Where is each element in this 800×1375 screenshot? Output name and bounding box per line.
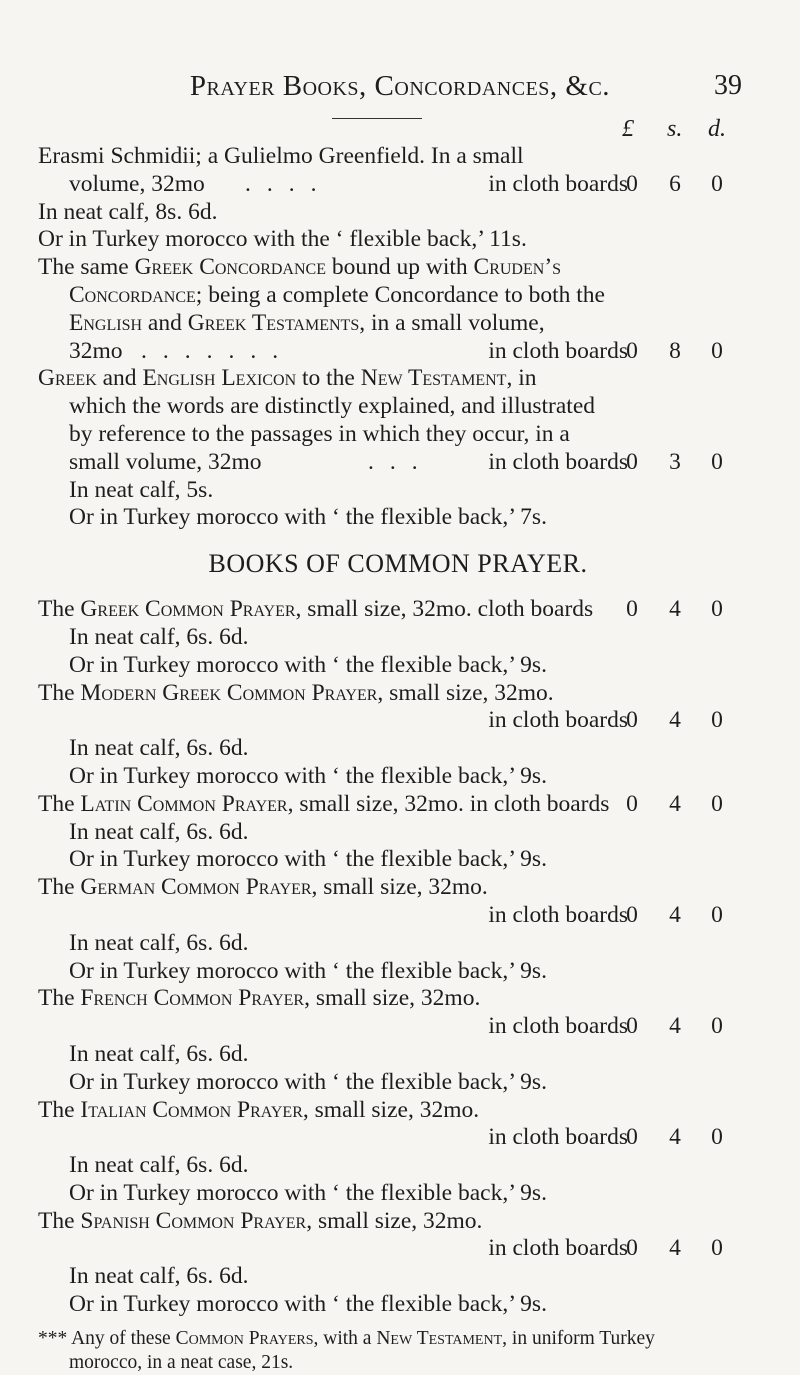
catalogue-body: [38, 143, 758, 1375]
entry-line: which the words are distinctly explained, and illustrated: [69, 393, 595, 420]
entry-line: Erasmi Schmidii; a Gulielmo Greenfield. In a small: [38, 143, 524, 169]
prayer-book-title: Italian Common Prayer: [80, 1096, 303, 1123]
prayer-book-entry: [38, 596, 758, 679]
prayer-book-title: Spanish Common Prayer: [80, 1207, 307, 1234]
entry-line: In neat calf, 6s. 6d.: [69, 1263, 249, 1290]
entry-line: In neat calf, 6s. 6d.: [69, 735, 249, 762]
entry-line: In neat calf, 6s. 6d.: [69, 1040, 249, 1067]
prayer-book-list: [38, 596, 758, 1319]
prayer-book-title: Greek Common Prayer: [80, 596, 296, 623]
prayer-book-entry: [38, 791, 758, 874]
prayer-book-entry: [38, 985, 758, 1096]
prayer-book-title: Modern Greek Common Prayer: [80, 679, 378, 706]
entry-line: In neat calf, 6s. 6d.: [69, 929, 249, 956]
entry-line: The German Common Prayer, small size, 32mo.: [38, 874, 488, 901]
prayer-book-entry: [38, 1097, 758, 1208]
entry-line: Concordance; being a complete Concordance to both the: [69, 281, 605, 308]
entry-line: The Greek Common Prayer, small size, 32mo. cloth boards 0 4 0: [38, 596, 723, 623]
header-rule: [332, 118, 422, 119]
entry-line: The Modern Greek Common Prayer, small size, 32mo.: [38, 679, 554, 706]
entry-line: In neat calf, 8s. 6d.: [38, 198, 218, 225]
entry-line: in cloth boards 0 4 0: [488, 1013, 723, 1040]
entry-line: in cloth boards 0 4 0: [488, 1235, 723, 1262]
entry-line: Or in Turkey morocco with ‘ the flexible back,’ 9s.: [69, 957, 547, 984]
entry-line: Or in Turkey morocco with ‘ the flexible back,’ 9s.: [69, 1179, 547, 1206]
entry-greek-concordance: [38, 143, 758, 254]
entry-line: Or in Turkey morocco with ‘ the flexible back,’ 9s.: [69, 846, 547, 873]
entry-line: Or in Turkey morocco with ‘ the flexible back,’ 9s.: [69, 1068, 547, 1095]
prayer-book-entry: [38, 680, 758, 791]
prayer-book-title: German Common Prayer: [80, 874, 312, 901]
entry-line: small volume, 32mo ... in cloth boards 0 3 0: [69, 448, 723, 475]
entry-line: by reference to the passages in which they occur, in a: [69, 420, 570, 447]
section-title: BOOKS OF COMMON PRAYER.: [208, 549, 588, 579]
prayer-book-entry: [38, 874, 758, 985]
entry-line: In neat calf, 5s.: [69, 476, 214, 503]
entry-line: Or in Turkey morocco with ‘ the flexible back,’ 9s.: [69, 651, 547, 678]
entry-line: The Latin Common Prayer, small size, 32mo. in cloth boards 0 4 0: [38, 790, 723, 817]
asterism-icon: *⁢*⁢*: [38, 1327, 68, 1349]
shillings-heading: s.: [667, 116, 683, 142]
entry-line: Or in Turkey morocco with ‘ the flexible back,’ 9s.: [69, 1291, 547, 1318]
pounds-heading: £: [622, 116, 634, 142]
footnote: *⁢*⁢* Any of these Common Prayers, with a New Testament, in uniform Turkey morocco, in a neat case, 21s.: [38, 1327, 655, 1373]
pence-heading: d.: [708, 116, 726, 142]
entry-line: The Spanish Common Prayer, small size, 32mo.: [38, 1207, 483, 1234]
entry-greek-cruden-concordance: [38, 254, 758, 365]
page-number: 39: [714, 70, 742, 101]
prayer-book-title: French Common Prayer: [80, 985, 305, 1012]
entry-greek-english-lexicon: [38, 365, 758, 532]
entry-line: In neat calf, 6s. 6d.: [69, 623, 249, 650]
entry-line: In neat calf, 6s. 6d.: [69, 1152, 249, 1179]
entry-line: In neat calf, 6s. 6d.: [69, 818, 249, 845]
prayer-book-title: Latin Common Prayer: [80, 790, 288, 817]
entry-line: Or in Turkey morocco with ‘ the flexible back,’ 9s.: [69, 762, 547, 789]
entry-line: volume, 32mo .... in cloth boards 0 6 0: [69, 170, 723, 197]
entry-line: The French Common Prayer, small size, 32mo.: [38, 985, 481, 1012]
entry-line: in cloth boards 0 4 0: [488, 901, 723, 928]
entry-line: 32mo ....... in cloth boards 0 8 0: [69, 337, 723, 364]
entry-line: English and Greek Testaments, in a small volume,: [69, 309, 545, 336]
entry-line: The Italian Common Prayer, small size, 32mo.: [38, 1096, 480, 1123]
entry-line: in cloth boards 0 4 0: [488, 1124, 723, 1151]
entry-line: in cloth boards 0 4 0: [488, 707, 723, 734]
entry-line: Or in Turkey morocco with ‘ the flexible back,’ 7s.: [69, 504, 547, 531]
running-head: [0, 70, 800, 110]
entry-line: Or in Turkey morocco with the ‘ flexible back,’ 11s.: [38, 226, 527, 253]
entry-line: The same Greek Concordance bound up with Cruden’s: [38, 254, 562, 281]
entry-line: Greek and English Lexicon to the New Testament, in: [38, 365, 537, 392]
prayer-book-entry: [38, 1208, 758, 1319]
page-title: Prayer Books, Concordances, &c.: [189, 70, 611, 102]
